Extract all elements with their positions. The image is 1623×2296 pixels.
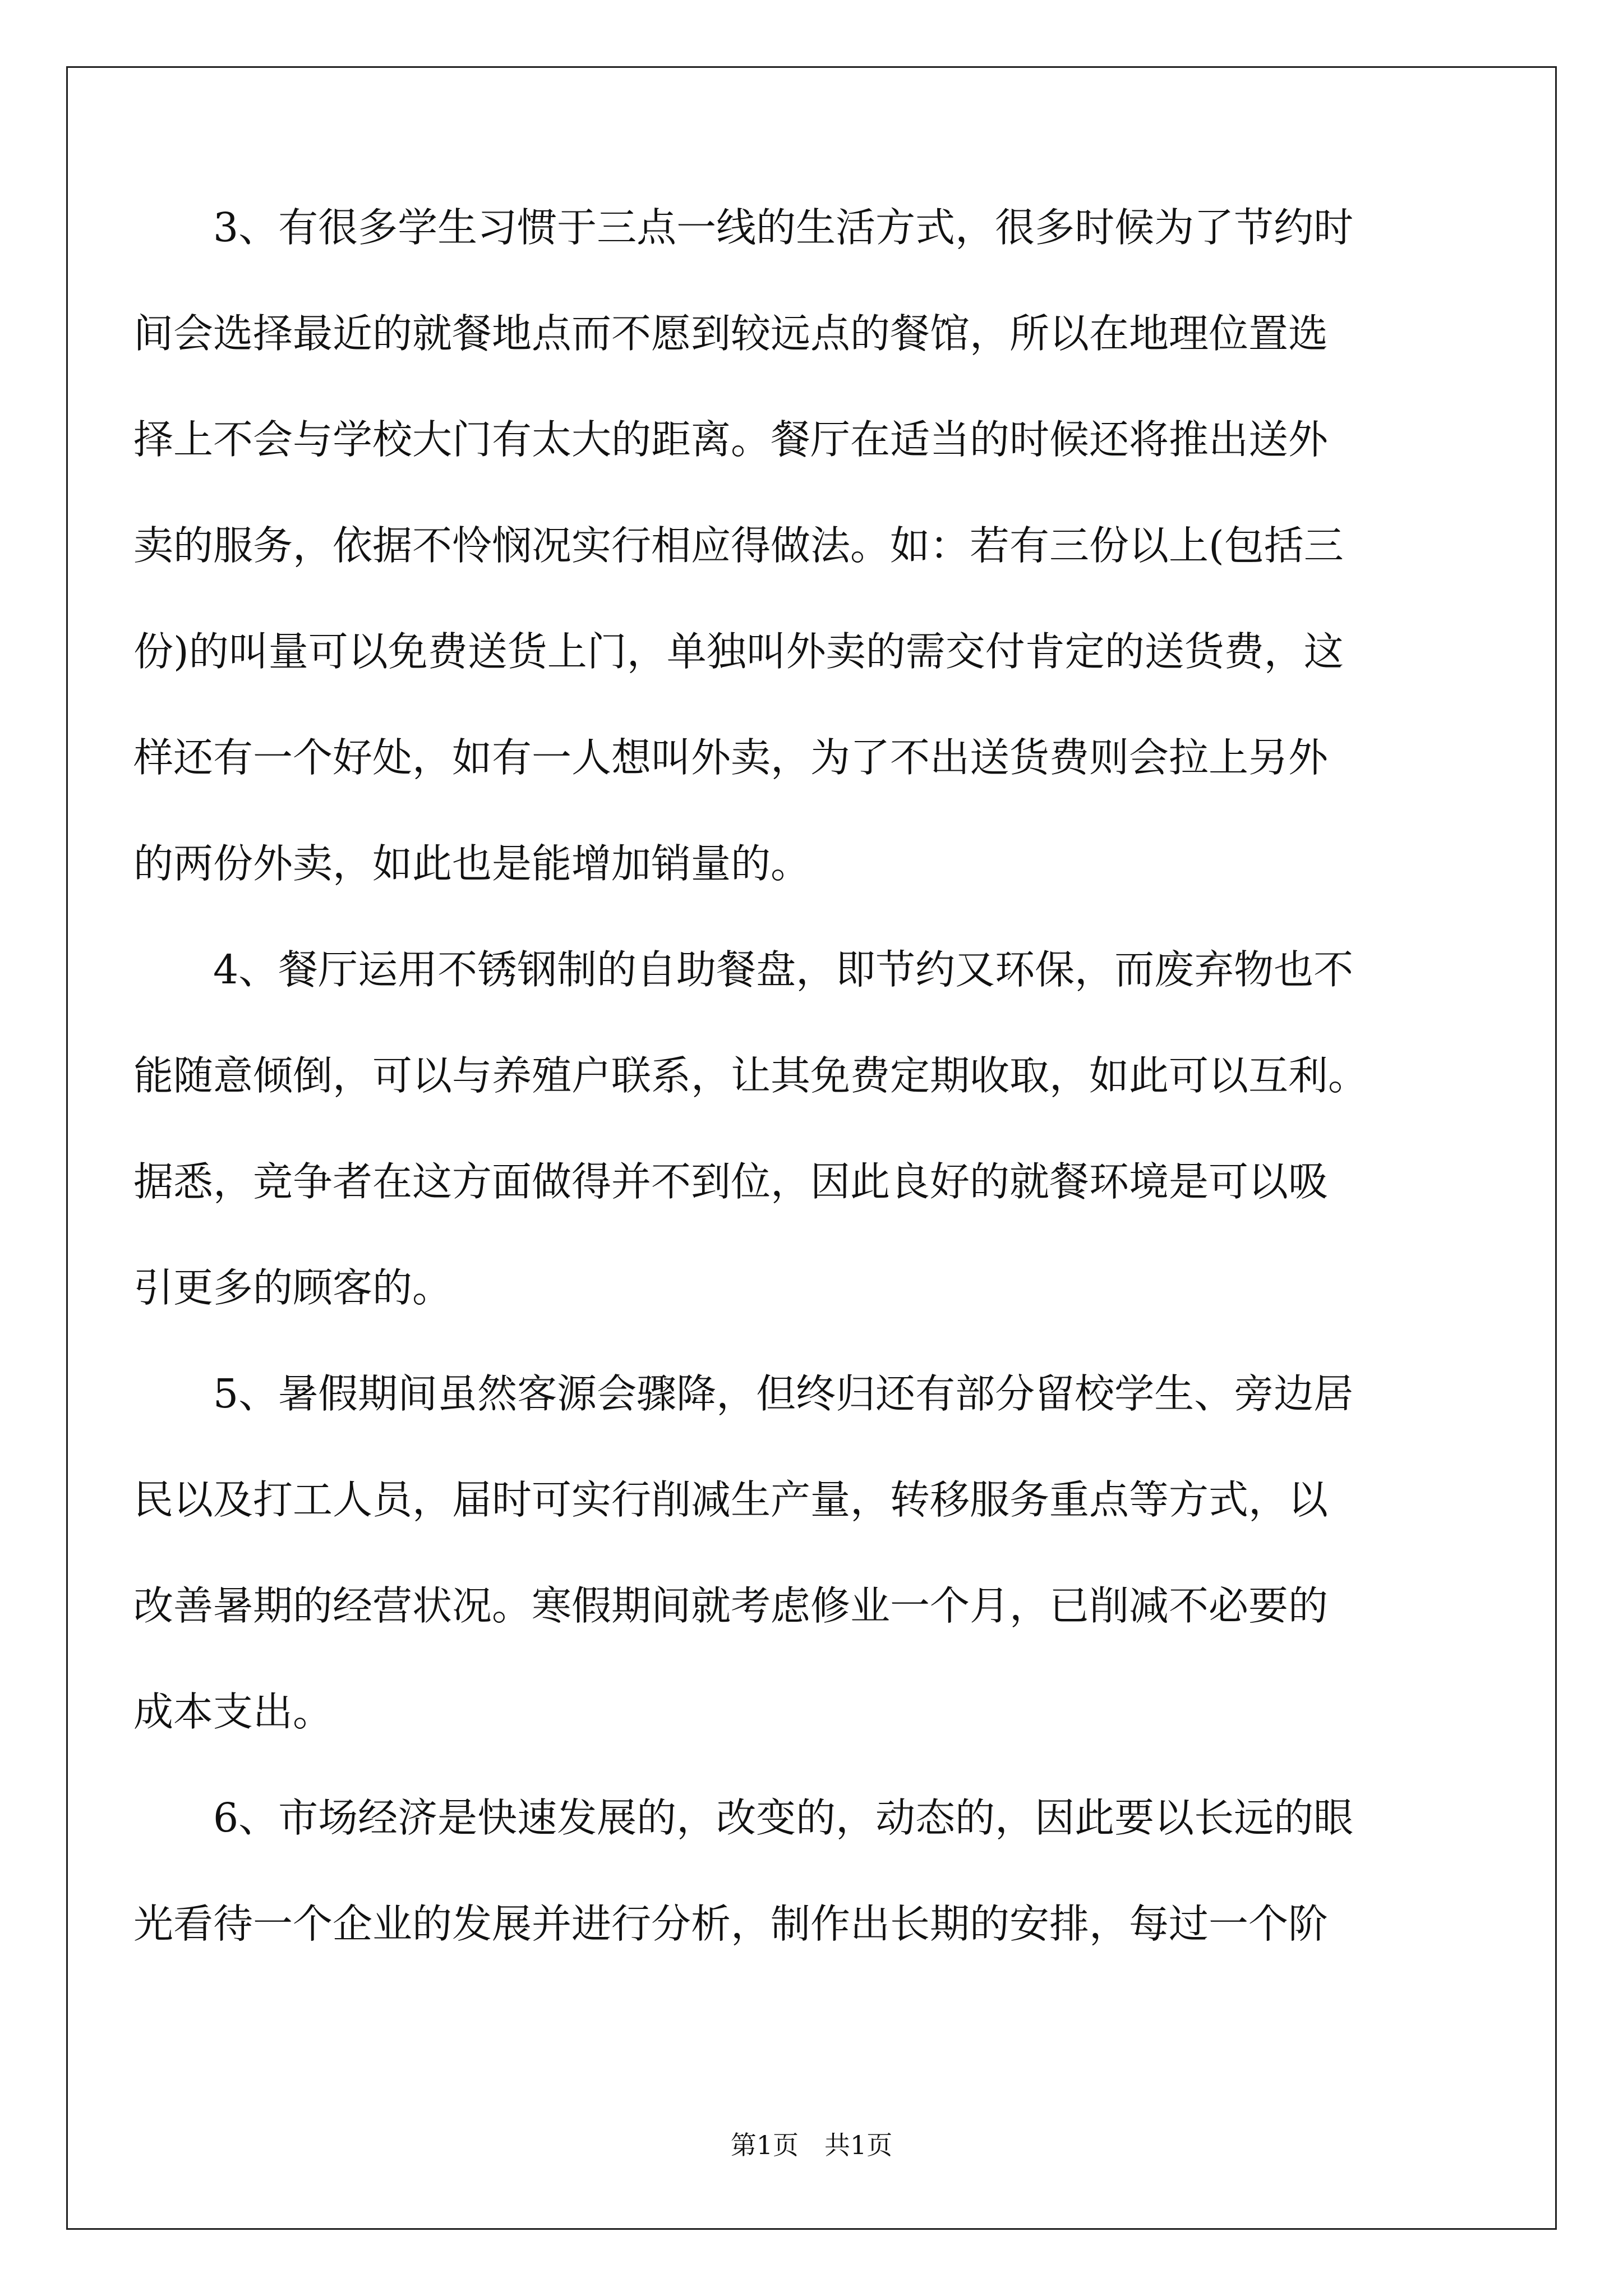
- paragraph-4-line-4: 引更多的顾客的。: [133, 1264, 453, 1311]
- paragraph-3-line-1: 3、有很多学生习惯于三点一线的生活方式，很多时候为了节约时: [213, 204, 1354, 251]
- paragraph-5-line-1: 5、暑假期间虽然客源会骤降，但终归还有部分留校学生、旁边居: [213, 1370, 1354, 1417]
- paragraph-3-line-3: 择上不会与学校大门有太大的距离。餐厅在适当的时候还将推出送外: [133, 416, 1329, 463]
- paragraph-6-line-2: 光看待一个企业的发展并进行分析，制作出长期的安排，每过一个阶: [133, 1901, 1329, 1947]
- paragraph-4-line-1: 4、餐厅运用不锈钢制的自助餐盘，即节约又环保，而废弃物也不: [213, 946, 1354, 993]
- paragraph-6-line-1: 6、市场经济是快速发展的，改变的，动态的，因此要以长远的眼: [213, 1795, 1354, 1841]
- paragraph-4-line-3: 据悉，竞争者在这方面做得并不到位，因此良好的就餐环境是可以吸: [133, 1158, 1329, 1205]
- paragraph-5-line-2: 民以及打工人员，届时可实行削减生产量，转移服务重点等方式，以: [133, 1476, 1329, 1523]
- paragraph-3-line-6: 样还有一个好处，如有一人想叫外卖，为了不出送货费则会拉上另外: [133, 734, 1329, 781]
- paragraph-5-line-4: 成本支出。: [133, 1688, 333, 1735]
- paragraph-3-line-7: 的两份外卖，如此也是能增加销量的。: [133, 840, 811, 887]
- page-footer: 第1页 共1页: [730, 2130, 893, 2160]
- paragraph-3-line-4: 卖的服务，依据不怜悯况实行相应得做法。如：若有三份以上(包括三: [133, 522, 1344, 569]
- paragraph-4-line-2: 能随意倾倒，可以与养殖户联系，让其免费定期收取，如此可以互利。: [133, 1052, 1368, 1099]
- paragraph-5-line-3: 改善暑期的经营状况。寒假期间就考虑修业一个月，已削减不必要的: [133, 1582, 1329, 1629]
- paragraph-3-line-2: 间会选择最近的就餐地点而不愿到较远点的餐馆，所以在地理位置选: [133, 310, 1329, 357]
- paragraph-3-line-5: 份)的叫量可以免费送货上门，单独叫外卖的需交付肯定的送货费，这: [133, 628, 1344, 675]
